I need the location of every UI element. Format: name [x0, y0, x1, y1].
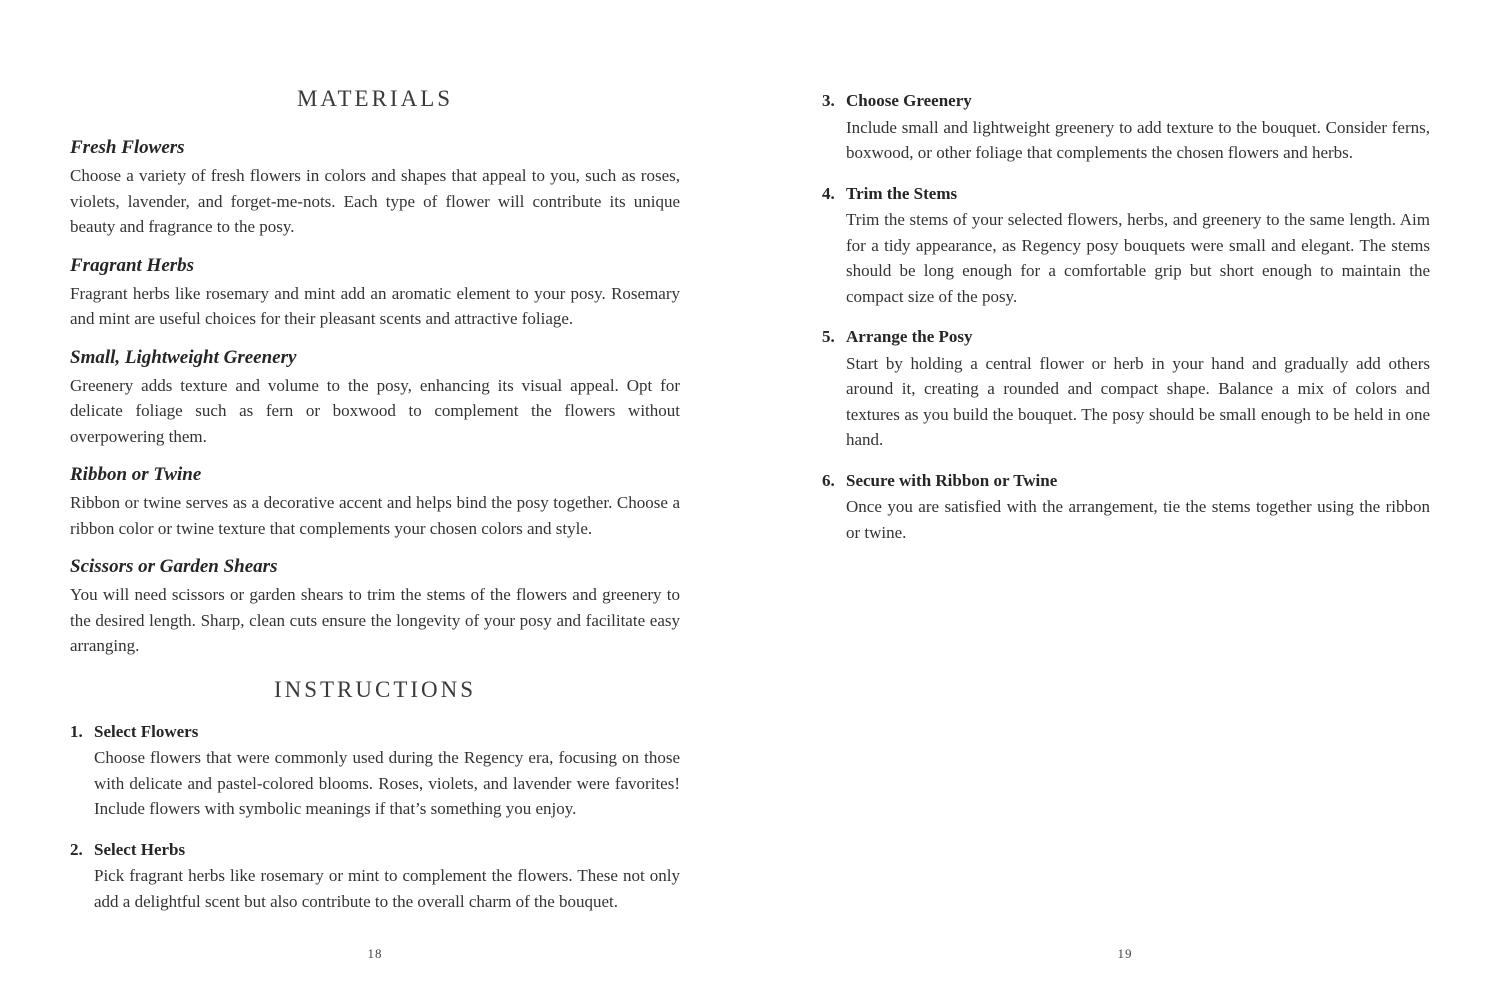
- step-item: [822, 324, 1430, 453]
- step-title: Select Flowers: [94, 721, 199, 741]
- step-title: Trim the Stems: [846, 183, 958, 203]
- material-item: [70, 555, 680, 659]
- material-body: Fragrant herbs like rosemary and mint add an aromatic element to your posy. Rosemary and mint are useful choices for their pleasant scents and attractive foliage.: [70, 283, 680, 328]
- material-item: [70, 136, 680, 240]
- step-title: Select Herbs: [94, 839, 186, 859]
- page-number: 19: [1117, 946, 1133, 961]
- step-body: Start by holding a central flower or herb in your hand and gradually add others around it, creating a rounded and compact shape. Balance a mix of colors and textures as you build the bouquet. The posy should be small enough to be held in one hand.: [846, 353, 1430, 449]
- step-title: Arrange the Posy: [846, 327, 973, 346]
- step-number: 4.: [822, 183, 835, 203]
- material-title: Fresh Flowers: [70, 137, 185, 158]
- step-body: Pick fragrant herbs like rosemary or mint to complement the flowers. These not only add a delightful scent but also contribute to the overall charm of the bouquet.: [94, 866, 680, 911]
- step-title: Secure with Ribbon or Twine: [846, 470, 1058, 490]
- material-body: You will need scissors or garden shears to trim the stems of the flowers and greenery to the desired length. Sharp, clean cuts ensure the longevity of your posy and facilitate easy arranging.: [70, 585, 680, 655]
- material-title: Scissors or Garden Shears: [70, 556, 278, 577]
- step-item: [822, 88, 1430, 166]
- material-body: Choose a variety of fresh flowers in colors and shapes that appeal to you, such as roses, violets, lavender, and forget-me-nots. Each type of flower will contribute its unique beauty and fragrance to the posy.: [70, 166, 680, 236]
- step-body: Choose flowers that were commonly used during the Regency era, focusing on those with delicate and pastel-colored blooms. Roses, violets, and lavender were favorites! Include flowers with symbolic meanings if that’s something you enjoy.: [94, 748, 680, 818]
- material-body: Ribbon or twine serves as a decorative accent and helps bind the posy together. Choose a ribbon color or twine texture that complements your chosen colors and style.: [70, 493, 680, 538]
- material-item: [70, 463, 680, 541]
- step-number: 2.: [70, 839, 83, 859]
- step-number: 5.: [822, 327, 835, 346]
- page-number: 18: [367, 946, 383, 961]
- step-item: [70, 719, 680, 822]
- step-body: Once you are satisfied with the arrangement, tie the stems together using the ribbon or twine.: [846, 497, 1430, 542]
- material-item: [70, 346, 680, 450]
- material-body: Greenery adds texture and volume to the posy, enhancing its visual appeal. Opt for delicate foliage such as fern or boxwood to complement the flowers without overpowering them.: [70, 375, 680, 446]
- step-number: 1.: [70, 721, 83, 741]
- materials-heading: MATERIALS: [296, 86, 454, 111]
- instructions-heading: INSTRUCTIONS: [273, 676, 477, 702]
- step-body: Include small and lightweight greenery to add texture to the bouquet. Consider ferns, boxwood, or other foliage that complements the chosen flowers and herbs.: [846, 117, 1430, 162]
- step-number: 6.: [822, 470, 835, 490]
- page-right: [750, 0, 1500, 1000]
- step-item: [822, 468, 1430, 546]
- step-body: Trim the stems of your selected flowers, herbs, and greenery to the same length. Aim for a tidy appearance, as Regency posy bouquets were small and elegant. The stems should be long enough for a comfortable grip but short enough to maintain the compact size of the posy.: [846, 210, 1430, 306]
- material-item: [70, 254, 680, 332]
- step-item: [822, 181, 1430, 310]
- material-title: Fragrant Herbs: [70, 254, 195, 276]
- material-title: Ribbon or Twine: [70, 464, 202, 485]
- step-item: [70, 837, 680, 915]
- step-title: Choose Greenery: [846, 91, 972, 110]
- step-number: 3.: [822, 91, 835, 110]
- material-title: Small, Lightweight Greenery: [70, 346, 297, 368]
